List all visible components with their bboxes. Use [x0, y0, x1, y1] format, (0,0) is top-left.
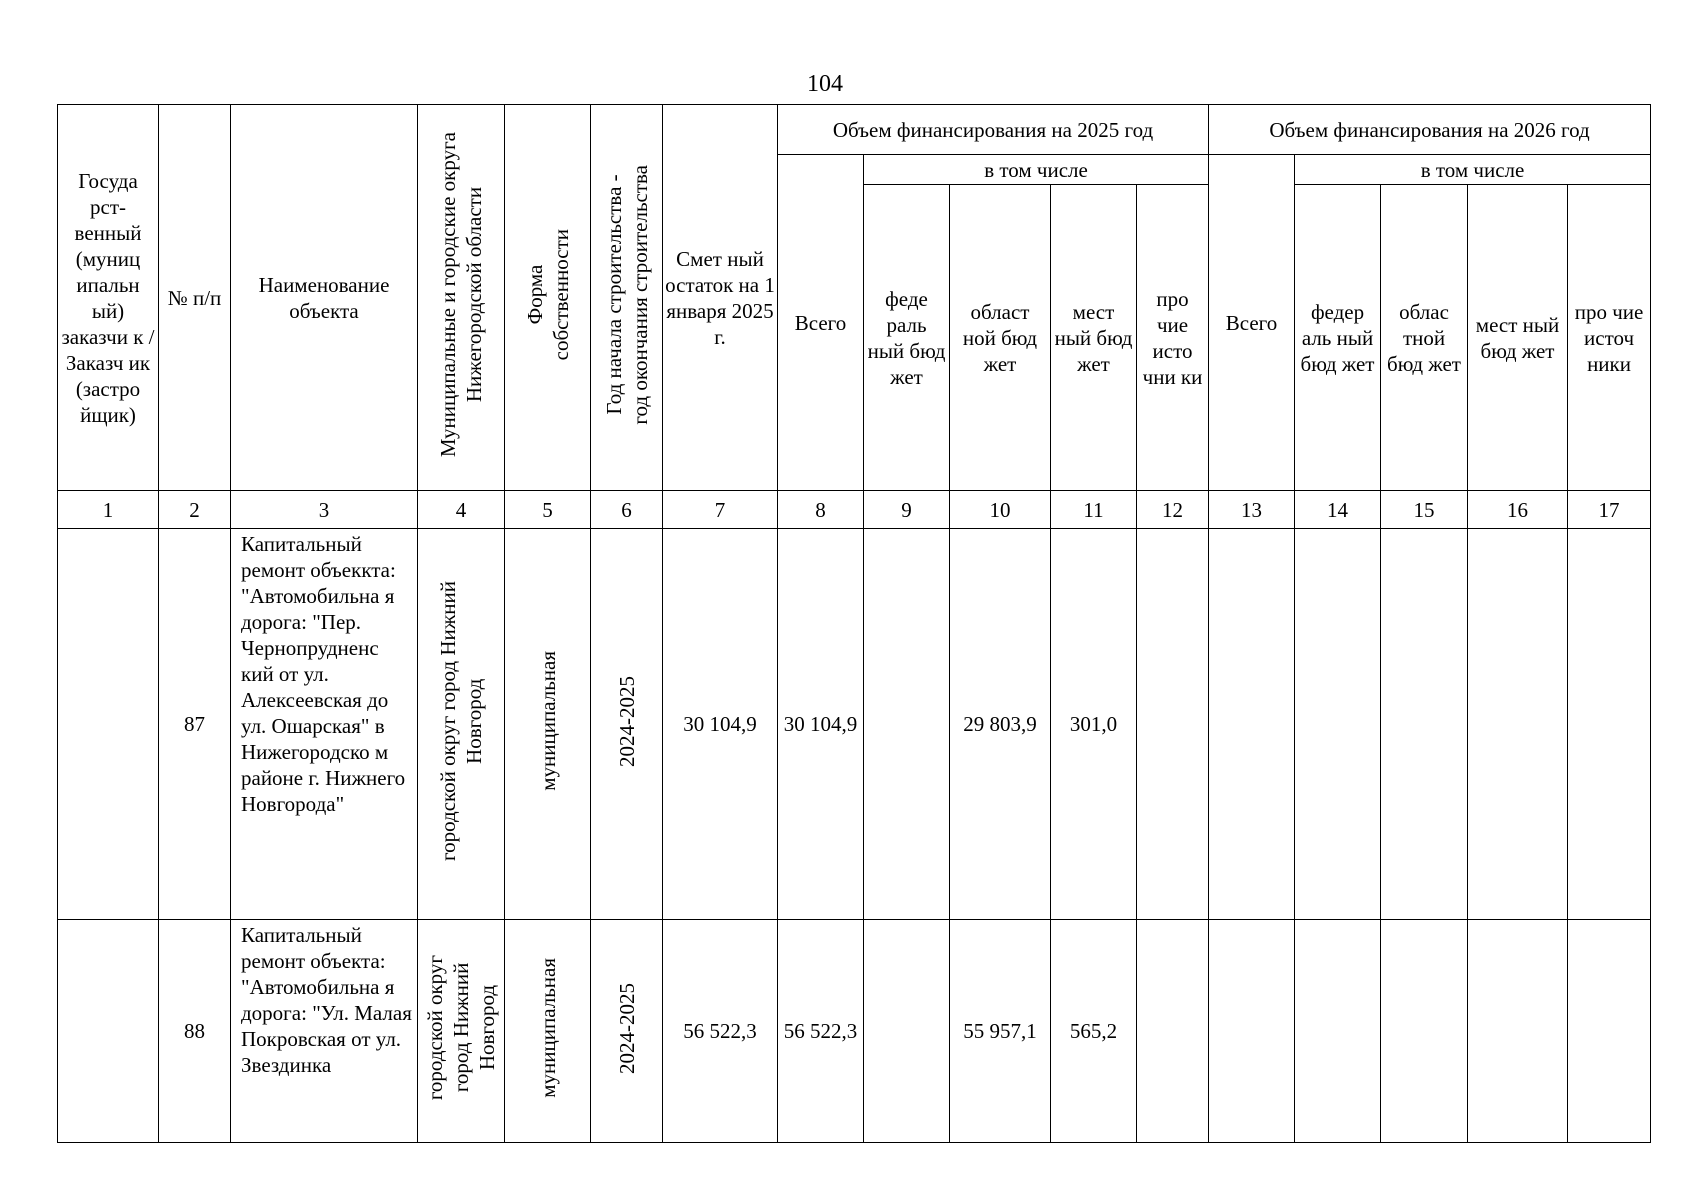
cell-customer	[58, 529, 159, 920]
column-number: 1	[58, 491, 159, 529]
column-number: 5	[505, 491, 591, 529]
header-local-2026: мест ный бюд жет	[1468, 185, 1568, 491]
header-object-name: Наименование объекта	[231, 105, 418, 491]
cell-local-2025: 565,2	[1051, 920, 1137, 1143]
cell-local-2026	[1468, 920, 1568, 1143]
column-number: 4	[418, 491, 505, 529]
cell-other-2025	[1137, 529, 1209, 920]
cell-total-2026	[1209, 920, 1295, 1143]
cell-regional-2026	[1381, 529, 1468, 920]
column-number-row	[58, 491, 1651, 529]
cell-federal-2026	[1295, 529, 1381, 920]
header-other-2025: про чие исто чни ки	[1137, 185, 1209, 491]
cell-estimate: 30 104,9	[663, 529, 778, 920]
column-number: 17	[1568, 491, 1651, 529]
header-federal-2025: феде раль ный бюд жет	[864, 185, 950, 491]
column-number: 11	[1051, 491, 1137, 529]
cell-regional-2025: 29 803,9	[950, 529, 1051, 920]
header-num: № п/п	[159, 105, 231, 491]
header-years: Год начала строительства - год окончания строительства	[591, 105, 663, 491]
header-customer: Госуда рст- венный (муниц ипальн ый) заказчи к / Заказч ик (застро йщик)	[58, 105, 159, 491]
column-number: 3	[231, 491, 418, 529]
header-funding-2026: Объем финансирования на 2026 год	[1209, 105, 1651, 155]
cell-estimate: 56 522,3	[663, 920, 778, 1143]
column-number: 14	[1295, 491, 1381, 529]
cell-federal-2026	[1295, 920, 1381, 1143]
column-number: 9	[864, 491, 950, 529]
cell-customer	[58, 920, 159, 1143]
cell-other-2025	[1137, 920, 1209, 1143]
column-number: 12	[1137, 491, 1209, 529]
cell-federal-2025	[864, 529, 950, 920]
cell-local-2025: 301,0	[1051, 529, 1137, 920]
column-number: 7	[663, 491, 778, 529]
cell-regional-2026	[1381, 920, 1468, 1143]
cell-total-2025: 56 522,3	[778, 920, 864, 1143]
header-total-2026: Всего	[1209, 155, 1295, 491]
header-estimate-remainder: Смет ный остаток на 1 января 2025 г.	[663, 105, 778, 491]
cell-municipal: городской округ город Нижний Новгород	[418, 920, 505, 1143]
cell-total-2025: 30 104,9	[778, 529, 864, 920]
cell-object-name: Капитальный ремонт объекта: "Автомобильна я дорога: "Ул. Малая Покровская от ул. Звездинка	[231, 920, 418, 1143]
header-including-2025: в том числе	[864, 155, 1209, 185]
header-federal-2026: федер аль ный бюд жет	[1295, 185, 1381, 491]
header-total-2025: Всего	[778, 155, 864, 491]
header-regional-2025: област ной бюд жет	[950, 185, 1051, 491]
header-row-1	[58, 105, 1651, 155]
column-number: 8	[778, 491, 864, 529]
page-number: 104	[807, 71, 843, 97]
cell-other-2026	[1568, 920, 1651, 1143]
column-number: 15	[1381, 491, 1468, 529]
cell-num: 88	[159, 920, 231, 1143]
cell-municipal: городской округ город Нижний Новгород	[418, 529, 505, 920]
table-row	[58, 920, 1651, 1143]
cell-num: 87	[159, 529, 231, 920]
column-number: 10	[950, 491, 1051, 529]
header-local-2025: мест ный бюд жет	[1051, 185, 1137, 491]
financing-table	[57, 104, 1651, 1143]
column-number: 16	[1468, 491, 1568, 529]
cell-object-name: Капитальный ремонт объеккта: "Автомобильна я дорога: "Пер. Чернопрудненс кий от ул. Алексеевская до ул. Ошарская" в Нижегородско м районе г. Нижнего Новгорода"	[231, 529, 418, 920]
cell-years: 2024-2025	[591, 920, 663, 1143]
cell-ownership: муниципальная	[505, 920, 591, 1143]
header-other-2026: про чие источ ники	[1568, 185, 1651, 491]
cell-years: 2024-2025	[591, 529, 663, 920]
cell-federal-2025	[864, 920, 950, 1143]
header-municipal: Муниципальные и городские округа Нижегородской области	[418, 105, 505, 491]
cell-ownership: муниципальная	[505, 529, 591, 920]
header-regional-2026: облас тной бюд жет	[1381, 185, 1468, 491]
column-number: 2	[159, 491, 231, 529]
cell-total-2026	[1209, 529, 1295, 920]
header-including-2026: в том числе	[1295, 155, 1651, 185]
column-number: 13	[1209, 491, 1295, 529]
cell-local-2026	[1468, 529, 1568, 920]
cell-regional-2025: 55 957,1	[950, 920, 1051, 1143]
table-row	[58, 529, 1651, 920]
header-ownership: Форма собственности	[505, 105, 591, 491]
header-funding-2025: Объем финансирования на 2025 год	[778, 105, 1209, 155]
cell-other-2026	[1568, 529, 1651, 920]
column-number: 6	[591, 491, 663, 529]
